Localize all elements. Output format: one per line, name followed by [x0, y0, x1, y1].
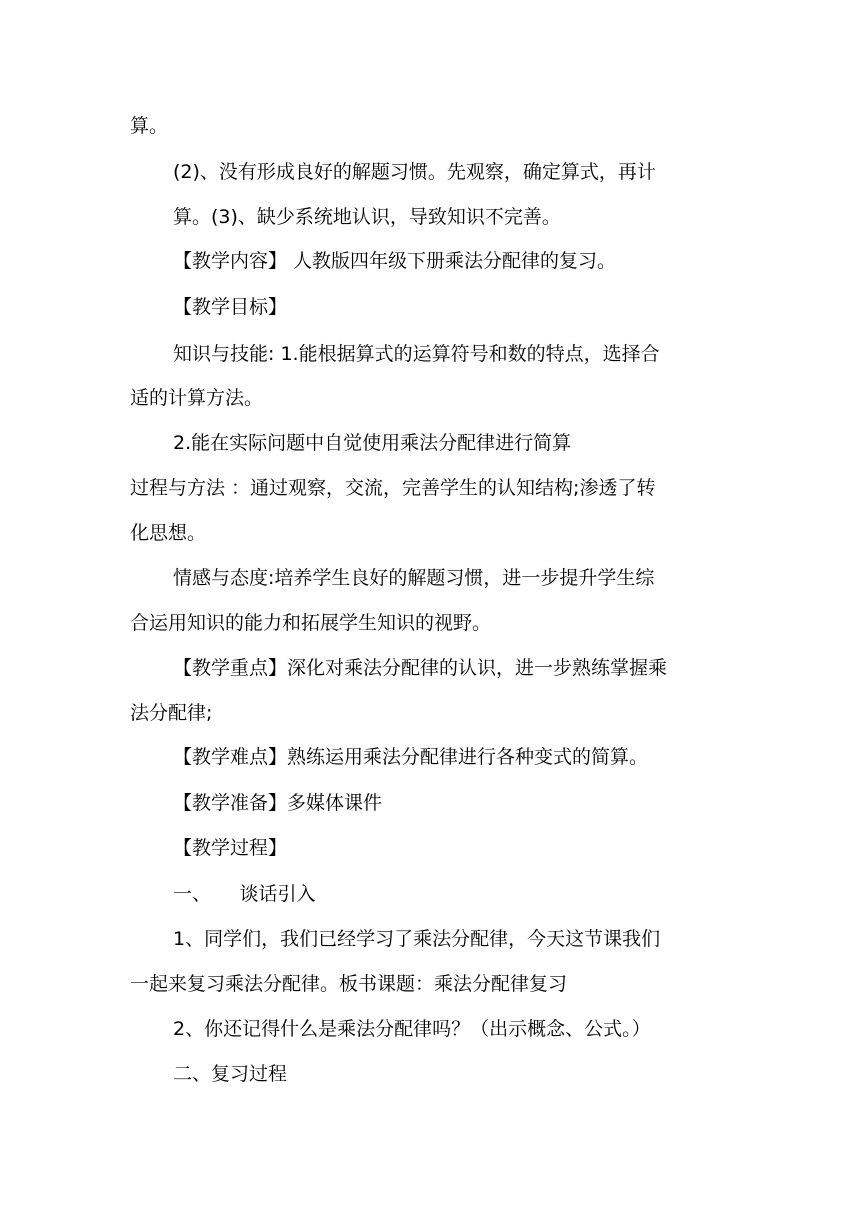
text-line-14: 法分配律; [130, 702, 213, 724]
text-line-8: 2.能在实际问题中自觉使用乘法分配律进行简算 [173, 432, 572, 454]
text-line-21: 2、你还记得什么是乘法分配律吗？（出示概念、公式。） [173, 1018, 651, 1040]
text-line-13: 【教学重点】深化对乘法分配律的认识，进一步熟练掌握乘 [173, 657, 668, 679]
text-line-3: 算。(3)、缺少系统地认识，导致知识不完善。 [173, 206, 561, 228]
text-line-16: 【教学准备】多媒体课件 [173, 792, 383, 814]
text-line-5: 【教学目标】 [173, 296, 288, 318]
text-line-17: 【教学过程】 [173, 837, 288, 859]
text-line-20: 一起来复习乘法分配律。板书课题：乘法分配律复习 [130, 973, 568, 995]
text-line-18: 一、 谈话引入 [173, 883, 316, 905]
text-line-4: 【教学内容】 人教版四年级下册乘法分配律的复习。 [173, 250, 617, 272]
text-line-2: (2)、没有形成良好的解题习惯。先观察，确定算式，再计 [173, 161, 656, 183]
text-line-6: 知识与技能: 1.能根据算式的运算符号和数的特点，选择合 [173, 343, 660, 365]
text-line-22: 二、复习过程 [173, 1063, 288, 1085]
text-line-9: 过程与方法 ：通过观察，交流，完善学生的认知结构;渗透了转 [130, 477, 656, 499]
text-line-1: 算。 [130, 115, 169, 137]
text-line-12: 合运用知识的能力和拓展学生知识的视野。 [130, 612, 492, 634]
text-line-15: 【教学难点】熟练运用乘法分配律进行各种变式的简算。 [173, 746, 649, 768]
text-line-19: 1、同学们，我们已经学习了乘法分配律，今天这节课我们 [173, 928, 661, 950]
text-line-7: 适的计算方法。 [130, 387, 264, 409]
text-line-11: 情感与态度:培养学生良好的解题习惯，进一步提升学生综 [173, 567, 655, 589]
text-line-10: 化思想。 [130, 522, 207, 544]
